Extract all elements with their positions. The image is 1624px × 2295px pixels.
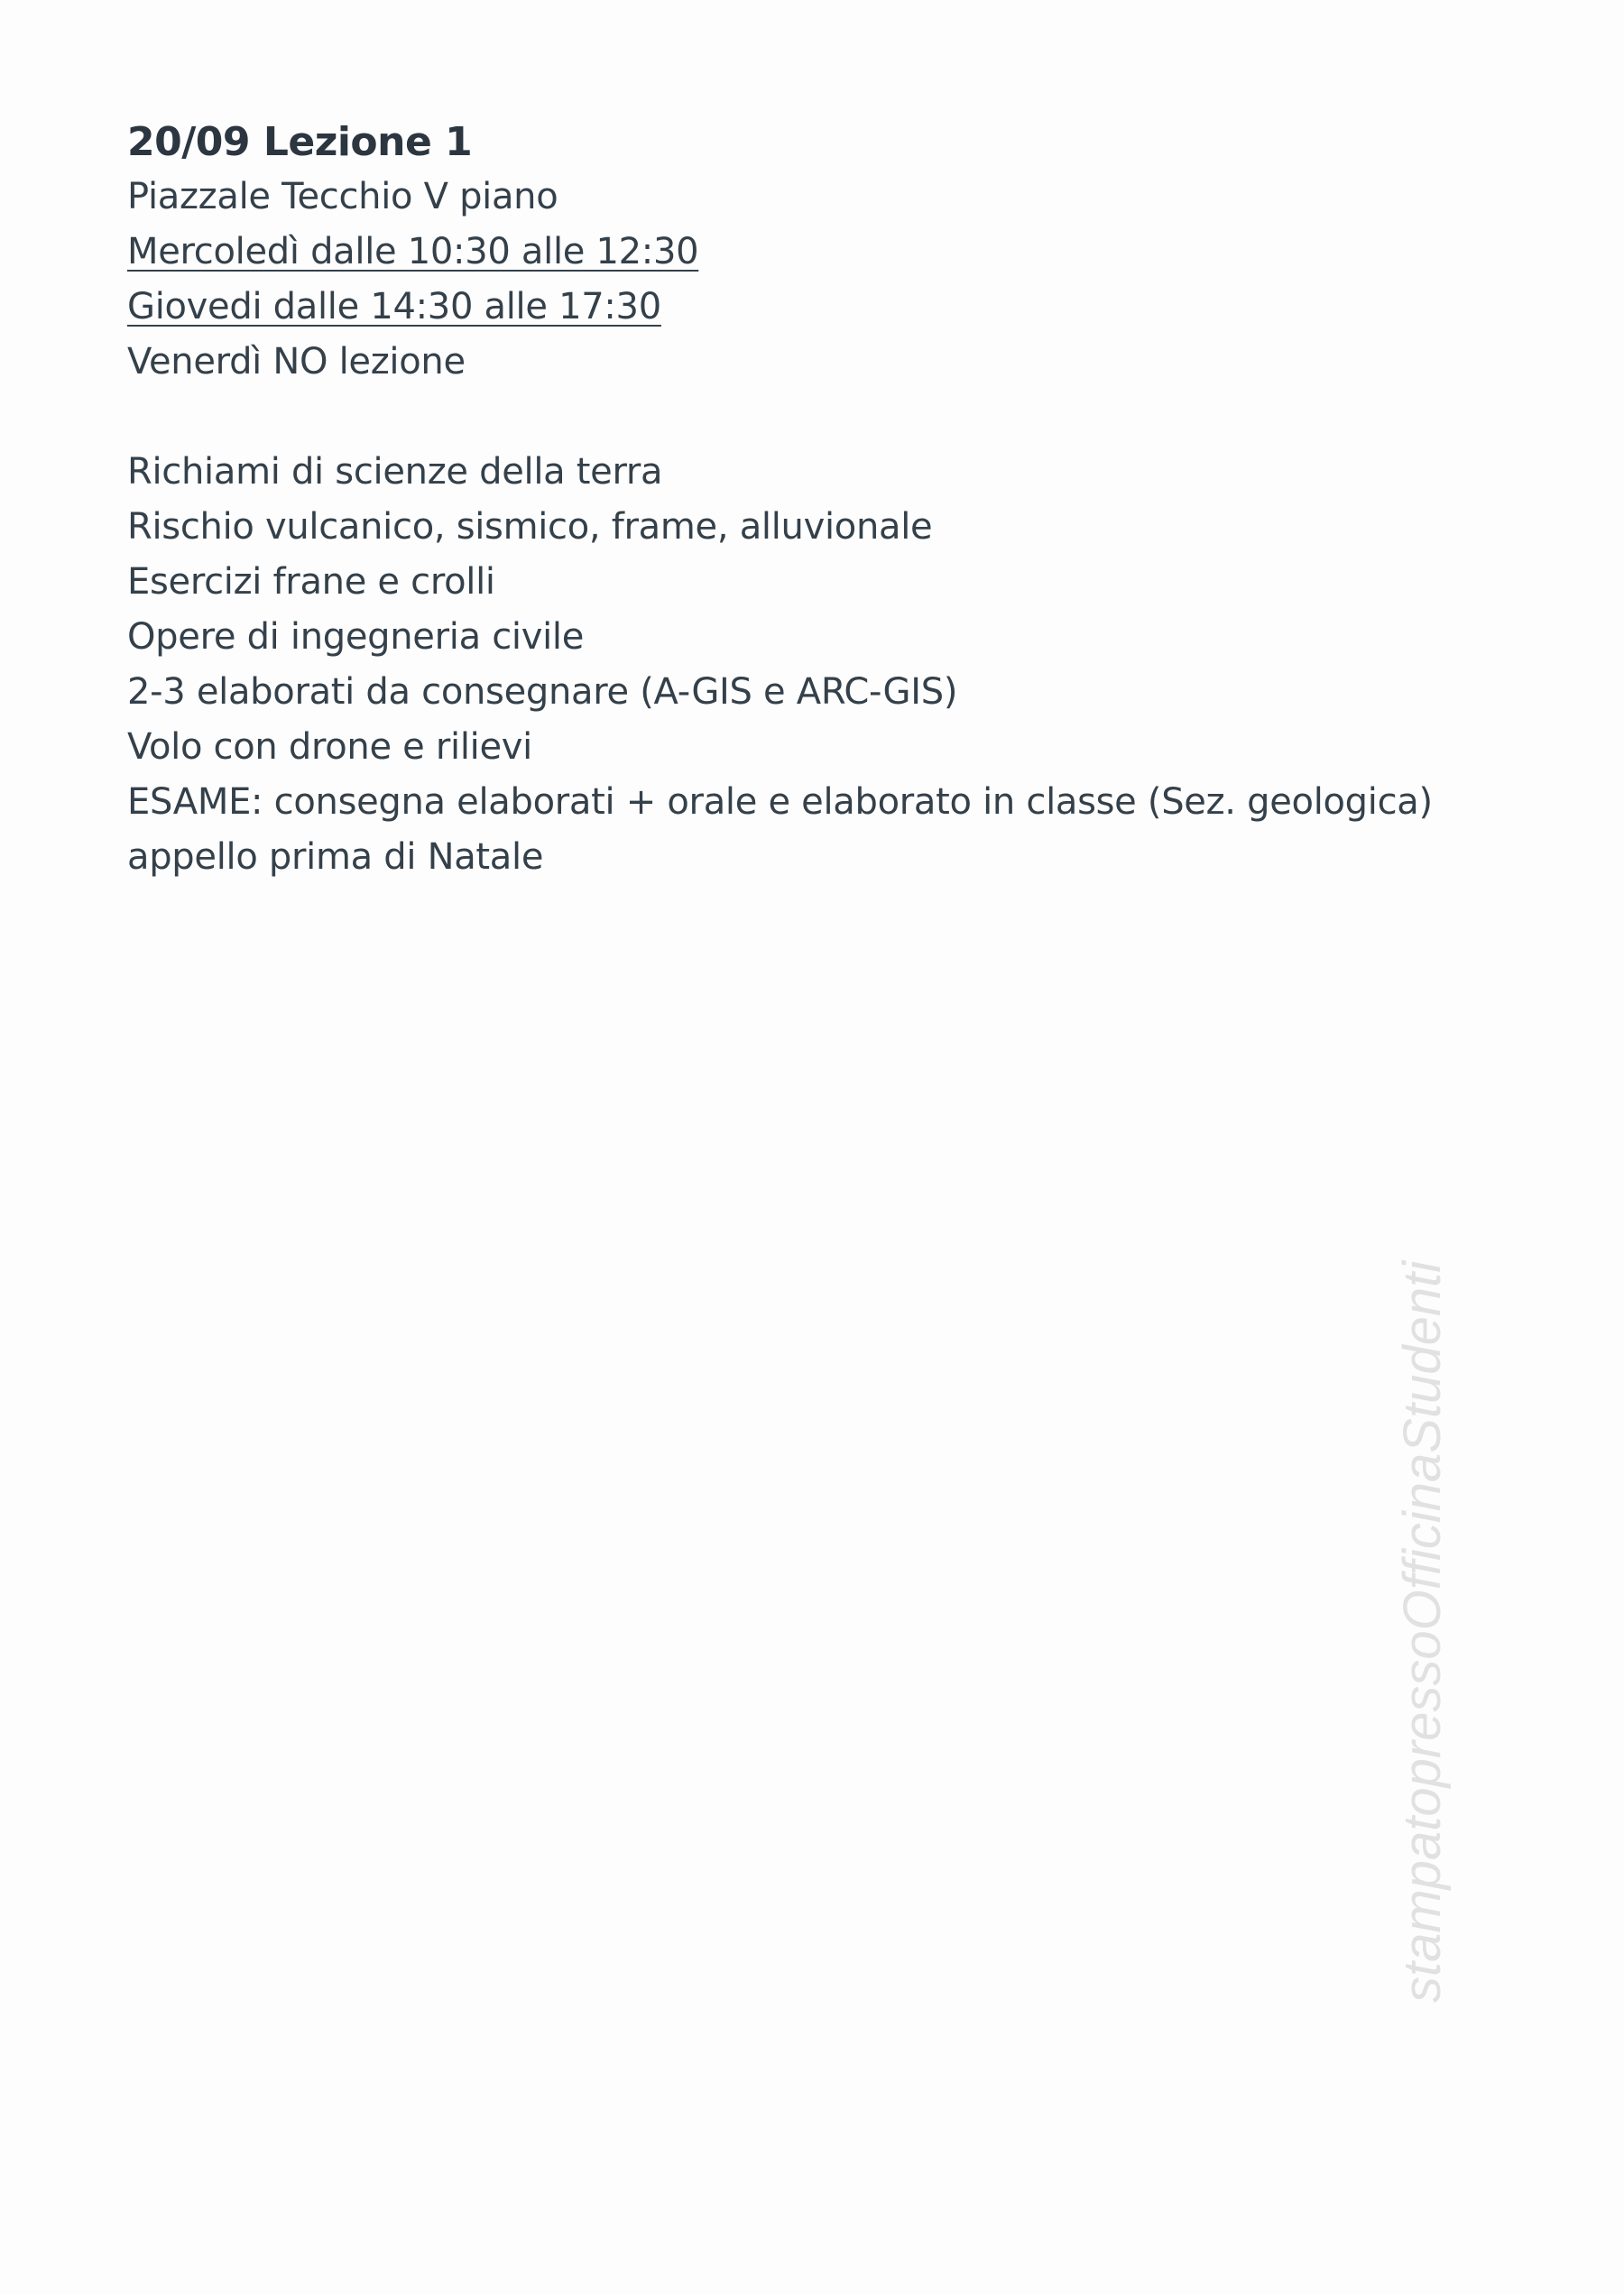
exam-line: ESAME: consegna elaborati + orale e elaborato in classe (Sez. geologica)	[127, 781, 1433, 823]
lesson-notes	[127, 115, 1481, 885]
location-line: Piazzale Tecchio V piano	[127, 176, 558, 217]
no-lesson-line: Venerdì NO lezione	[127, 341, 466, 382]
topic-line: appello prima di Natale	[127, 836, 544, 878]
lesson-title: 20/09 Lezione 1	[127, 119, 473, 165]
schedule-text: Mercoledì dalle 10:30 alle 12:30	[127, 231, 699, 272]
topic-line: Richiami di scienze della terra	[127, 451, 663, 493]
schedule-text: Giovedi dalle 14:30 alle 17:30	[127, 286, 661, 327]
watermark: stampatopressoOfficinaStudenti	[1393, 1260, 1452, 2003]
topic-line: Rischio vulcanico, sismico, frame, alluvionale	[127, 506, 933, 548]
schedule-line-wednesday	[127, 225, 1481, 280]
paragraph-spacer	[127, 390, 1481, 445]
schedule-line-thursday	[127, 280, 1481, 335]
topic-line: Esercizi frane e crolli	[127, 561, 495, 603]
topic-line: Volo con drone e rilievi	[127, 726, 532, 768]
topic-line: 2-3 elaborati da consegnare (A-GIS e ARC-GIS)	[127, 671, 958, 713]
topic-line: Opere di ingegneria civile	[127, 616, 585, 658]
